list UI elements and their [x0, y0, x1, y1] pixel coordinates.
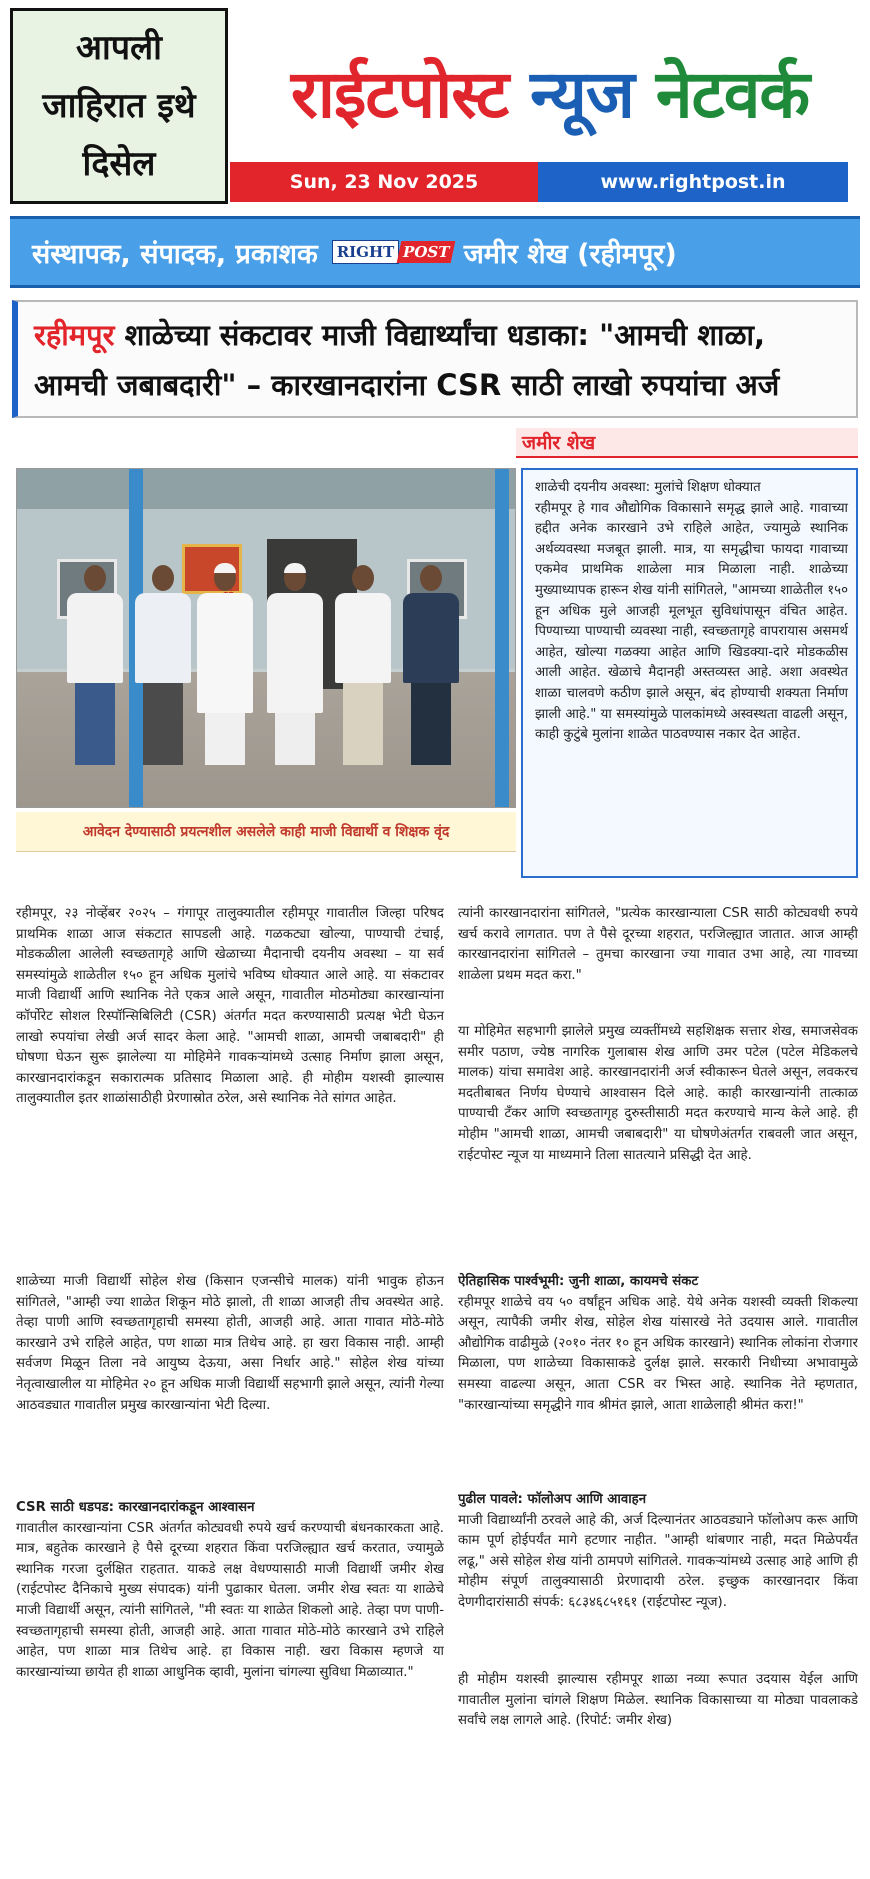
website-link[interactable]: www.rightpost.in [538, 162, 848, 202]
date-bar: Sun, 23 Nov 2025 [230, 162, 538, 202]
body-paragraph-3: गावातील कारखान्यांना CSR अंतर्गत कोट्यवधी रुपये खर्च करण्याची बंधनकारकता आहे. मात्र, बहुतेक कारखाने हे पैसे दूरच्या शहरात किंवा परजिल्ह्यात खर्च करतात, ज्यामुळे स्थानिक गरजा दुर्लक्षित राहतात. याकडे लक्ष वेधण्यासाठी माजी विद्यार्थी जमीर शेख (राईटपोस्ट दैनिकाचे मुख्य संपादक) यांनी पुढाकार घेतला. जमीर शेख स्वतः या शाळेचे माजी विद्यार्थी असून, त्यांनी सांगितले, "मी स्वतः या शाळेत शिकलो आहे. तेव्हा पण पाणी-स्वच्छतागृहाची समस्या होती, आजही आहे. आता गावात मोठे-मोठे कारखाने उभे राहिले आहेत, पण शाळा मात्र तिथेच आहे. हा विकास नाही. खरा विकास म्हणजे या कारखान्यांच्या छायेत ही शाळा आधुनिक व्हावी, मुलांना चांगल्या सुविधा मिळाव्यात." [16, 1520, 444, 1680]
headline-text: शाळेच्या संकटावर माजी विद्यार्थ्यांचा धडाका: "आमची शाळा, आमची जबाबदारी" – कारखानदारांना CSR साठी लाखो रुपयांचा अर्ज [34, 318, 780, 402]
photo-person [403, 565, 459, 765]
founder-roles: संस्थापक, संपादक, प्रकाशक [32, 238, 318, 270]
photo-person [135, 565, 191, 765]
founder-name: जमीर शेख (रहीमपूर) [463, 238, 677, 270]
masthead-word-1: राईटपोस्ट [290, 56, 509, 133]
masthead-word-3: नेटवर्क [655, 56, 810, 133]
body-paragraph-r4: माजी विद्यार्थ्यांनी ठरवले आहे की, अर्ज दिल्यानंतर आठवड्याने फॉलोअप करू आणि काम पूर्ण होईपर्यंत मागे हटणार नाहीत. "आम्ही थांबणार नाही, मदत मिळेपर्यंत लढू," असे सोहेल शेख यांनी ठामपणे सांगितले. गावकऱ्यांमध्ये उत्साह आहे आणि ही मोहीम संपूर्ण तालुक्यासाठी प्रेरणादायी ठरेल. इच्छुक कारखानदार किंवा देणगीदारांसाठी संपर्क: ६८३४६८५१६१ (राईटपोस्ट न्यूज). [458, 1512, 858, 1610]
body-paragraph-r3: रहीमपूर शाळेचे वय ५० वर्षांहून अधिक आहे. येथे अनेक यशस्वी व्यक्ती शिकल्या असून, त्यापैकी जमीर शेख, सोहेल शेख यांसारखे नेते उदयास आले. गावातील औद्योगिक वाढीमुळे (२०१० नंतर १० हून अधिक कारखाने) स्थानिक लोकांना रोजगार मिळाला, पण शाळेच्या विकासाकडे दुर्लक्ष झाले. सरकारी निधीच्या अभावामुळे समस्या वाढल्या असून, आता CSR वर भिस्त आहे. स्थानिक नेते म्हणतात, "कारखान्यांच्या समृद्धीने गाव श्रीमंत झाले, आता शाळेलाही श्रीमंत करा!" [458, 1294, 858, 1413]
body-section-next-steps [458, 1490, 858, 1656]
photo-person [267, 563, 323, 765]
photo-pillar [495, 469, 509, 808]
byline: जमीर शेख [516, 428, 858, 458]
body-section-csr [16, 1498, 444, 1788]
masthead-word-2: न्यूज [530, 56, 634, 133]
body-paragraph-r1: त्यांनी कारखानदारांना सांगितले, "प्रत्येक कारखान्याला CSR साठी कोट्यवधी रुपये खर्च करावे लागतात. पण ते पैसे दूरच्या शहरात, परजिल्ह्यात जातात. आज आम्ही कारखानदारांना सांगितले – तुमचा कारखाना ज्या गावात उभा आहे, त्या गावच्या शाळेला प्रथम मदत करा." [458, 906, 858, 983]
headline-place: रहीमपूर [34, 318, 115, 352]
photo-person [335, 565, 391, 765]
body-paragraph-r2: या मोहिमेत सहभागी झालेले प्रमुख व्यक्तींमध्ये सहशिक्षक सत्तार शेख, समाजसेवक समीर पठाण, ज्येष्ठ नागरिक गुलाबास शेख आणि उमर पटेल (पटेल मेडिकलचे मालक) यांचा समावेश आहे. कारखानदारांनी अर्ज स्वीकारून घेतले असून, लवकरच मदतीबाबत निर्णय घेण्याचे आश्वासन दिले आहे. काही कारखान्यांनी तात्काळ पाण्याची टँकर आणि स्वच्छतागृह दुरुस्तीसाठी मदत करण्याचे मान्य केले आहे. ही मोहीम "आमची शाळा, आमची जबाबदारी" या घोषणेअंतर्गत राबवली जात असून, राईटपोस्ट न्यूज या माध्यमाने तिला सातत्याने प्रसिद्धी देत आहे. [458, 1024, 858, 1163]
logo-part-right: RIGHT [332, 240, 400, 264]
section-heading-history: ऐतिहासिक पार्श्वभूमी: जुनी शाळा, कायमचे संकट [458, 1274, 699, 1289]
body-paragraph-r5: ही मोहीम यशस्वी झाल्यास रहीमपूर शाळा नव्या रूपात उदयास येईल आणि गावातील मुलांना चांगले शिक्षण मिळेल. स्थानिक विकासाच्या या मोठ्या पावलाकडे सर्वांचे लक्ष लागले आहे. (रिपोर्ट: जमीर शेख) [458, 1672, 858, 1729]
body-paragraph-2: शाळेच्या माजी विद्यार्थी सोहेल शेख (किसान एजन्सीचे मालक) यांनी भावुक होऊन सांगितले, "आम्ही ज्या शाळेत शिकून मोठे झालो, ती शाळा आजही तीच अवस्थेत आहे. तेव्हा पाणी आणि स्वच्छतागृहाची समस्या होती, आजही आहे. आता गावात मोठे-मोठे कारखाने उभे राहिले आहेत, पण शाळा मात्र तिथेच आहे. हा खरा विकास नाही. आम्ही सर्वजण मिळून तिला नवे आयुष्य देऊया, असा निर्धार आहे." सोहेल शेख यांच्या नेतृत्वाखालील या मोहिमेत २० हून अधिक माजी विद्यार्थी सहभागी झाले असून, त्यांनी गेल्या आठवड्यात गावातील प्रमुख कारखान्यांना भेटी दिल्या. [16, 1274, 444, 1413]
logo-part-post: POST [397, 241, 456, 263]
sidebar-story-text: शाळेची दयनीय अवस्था: मुलांचे शिक्षण धोक्यात रहीमपूर हे गाव औद्योगिक विकासाने समृद्ध झाले आहे. गावाच्या हद्दीत अनेक कारखाने उभे राहिले आहेत, ज्यामुळे स्थानिक अर्थव्यवस्था मजबूत झाली. मात्र, या समृद्धीचा फायदा गावाच्या एकमेव प्राथमिक शाळेला मात्र मिळाला नाही. शाळेच्या मुख्याध्यापक हारून शेख यांनी सांगितले, "आमच्या शाळेतील १५० हून अधिक मुले आजही मूलभूत सुविधांपासून वंचित आहेत. पिण्याच्या पाण्याची व्यवस्था नाही, स्वच्छतागृहे वापरायास असमर्थ आहेत, खोल्या गळक्या आहेत आणि खिडक्या-दारे मोडकळीस आली आहेत. खेळाचे मैदानही अस्तव्यस्त आहे. अशा अवस्थेत शाळा चालवणे कठीण झाले असून, बंद होण्याची शक्यता निर्माण झाली आहे." या समस्यांमुळे पालकांमध्ये अस्वस्थता वाढली असून, काही कुटुंबे मुलांना शाळेत पाठवण्यास नकार देत आहेत. [535, 480, 848, 743]
ad-line-1: आपली [76, 28, 162, 68]
article-photo [16, 468, 516, 808]
section-heading-next-steps: पुढील पावले: फॉलोअप आणि आवाहन [458, 1492, 647, 1507]
rightpost-logo-icon [332, 240, 454, 264]
photo-person [67, 565, 123, 765]
ad-placeholder-box[interactable] [10, 8, 228, 204]
masthead-title [240, 55, 860, 135]
photo-person [197, 563, 253, 765]
ad-line-2: जाहिरात इथे [42, 86, 196, 126]
body-paragraph-1: रहीमपूर, २३ नोव्हेंबर २०२५ – गंगापूर तालुक्यातील रहीमपूर गावातील जिल्हा परिषद प्राथमिक शाळा आज संकटात सापडली आहे. गळकट्या खोल्या, पाण्याची टंचाई, मोडकळीला आलेली स्वच्छतागृहे आणि खेळाच्या मैदानाची दयनीय अवस्था – या सर्व समस्यांमुळे शाळेतील १५० हून अधिक मुलांचे भविष्य धोक्यात आले आहे. या संकटावर माजी विद्यार्थी आणि स्थानिक नेते एकत्र आले असून, गावातील मोठमोठ्या कारखान्यांना कॉर्पोरेट सोशल रिस्पॉन्सिबिलिटी (CSR) अंतर्गत मदत करण्यासाठी प्रत्यक्ष भेटी घेऊन लाखो रुपयांचा लेखी अर्ज सादर केला आहे. "आमची शाळा, आमची जबाबदारी" ही घोषणा घेऊन सुरू झालेल्या या मोहिमेने गावकऱ्यांमध्ये उत्साह निर्माण झाला असून, कारखानदारांकडून सकारात्मक प्रतिसाद मिळाला आहे. ही मोहीम यशस्वी झाल्यास तालुक्यातील इतर शाळांसाठीही प्रेरणास्रोत ठरेल, असे स्थानिक नेते सांगत आहेत. [16, 906, 444, 1107]
article-headline [12, 300, 858, 418]
founder-bar [10, 216, 860, 288]
photo-caption: आवेदन देण्यासाठी प्रयत्नशील असलेले काही माजी विद्यार्थी व शिक्षक वृंद [16, 812, 516, 852]
section-heading-csr: CSR साठी धडपड: कारखानदारांकडून आश्वासन [16, 1500, 255, 1515]
photo-roof [17, 469, 516, 513]
body-section-history [458, 1272, 858, 1484]
sidebar-story-box [521, 468, 858, 878]
ad-line-3: दिसेल [82, 144, 156, 184]
